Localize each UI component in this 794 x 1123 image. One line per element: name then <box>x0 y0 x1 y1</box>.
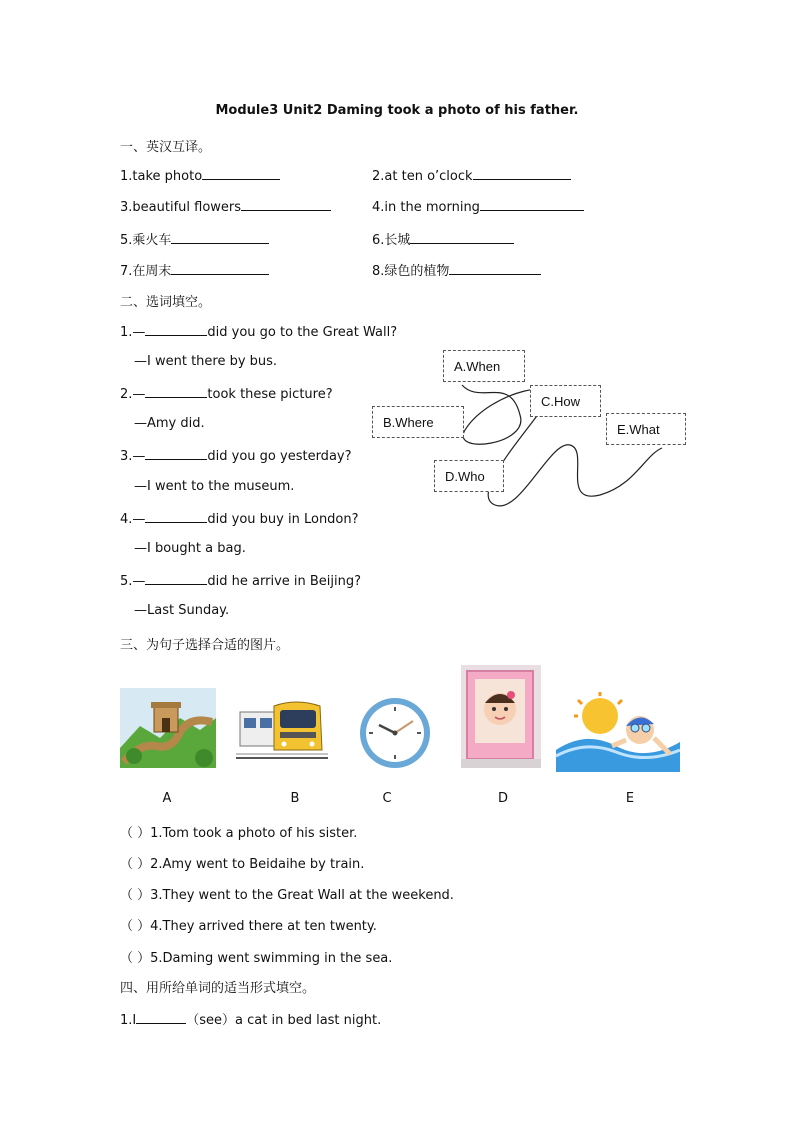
match-sentence-5: （ ）5.Daming went swimming in the sea. <box>120 951 393 966</box>
word-option-where: B.Where <box>372 406 464 438</box>
word-option-how: C.How <box>530 385 601 417</box>
picture-label-c: C <box>382 791 392 806</box>
fill-answer-5: —Last Sunday. <box>134 603 230 618</box>
translate-item-1: 1.take photo <box>120 167 280 184</box>
photo-frame-picture <box>461 665 541 768</box>
match-sentence-4: （ ）4.They arrived there at ten twenty. <box>120 919 377 934</box>
fill-question-4: 4.— did you buy in London? <box>120 512 359 527</box>
page-title: Module3 Unit2 Daming took a photo of his father. <box>215 103 579 118</box>
word-option-what: E.What <box>606 413 686 445</box>
word-option-when: A.When <box>443 350 525 382</box>
translate-item-5: 5.乘火车 <box>120 229 269 248</box>
section1-heading: 一、英汉互译。 <box>120 140 212 155</box>
picture-label-b: B <box>290 791 300 806</box>
fill-answer-1: —I went there by bus. <box>134 354 278 369</box>
translate-item-8: 8.绿色的植物 <box>372 260 541 279</box>
match-sentence-1: （ ）1.Tom took a photo of his sister. <box>120 826 358 841</box>
section3-heading: 三、为句子选择合适的图片。 <box>120 638 290 653</box>
answer-blank[interactable] <box>171 231 269 244</box>
answer-blank[interactable] <box>145 572 207 585</box>
fill-question-5: 5.— did he arrive in Beijing? <box>120 574 362 589</box>
fill-question-2: 2.— took these picture? <box>120 387 333 402</box>
great-wall-picture <box>120 688 216 768</box>
fill-answer-3: —I went to the museum. <box>134 479 295 494</box>
answer-blank[interactable] <box>145 323 207 336</box>
translate-item-7: 7.在周末 <box>120 260 269 279</box>
answer-blank[interactable] <box>480 198 584 211</box>
fill-question-3: 3.— did you go yesterday? <box>120 449 352 464</box>
picture-label-d: D <box>497 791 508 806</box>
match-sentence-3: （ ）3.They went to the Great Wall at the weekend. <box>120 888 454 903</box>
form-question-1: 1.I （see）a cat in bed last night. <box>120 1013 382 1028</box>
answer-blank[interactable] <box>171 262 269 275</box>
answer-blank[interactable] <box>410 231 514 244</box>
translate-item-6: 6.长城 <box>372 229 514 248</box>
picture-label-a: A <box>162 791 172 806</box>
fill-question-1: 1.— did you go to the Great Wall? <box>120 325 398 340</box>
answer-blank[interactable] <box>145 385 207 398</box>
answer-blank[interactable] <box>136 1011 186 1024</box>
fill-answer-2: —Amy did. <box>134 416 205 431</box>
answer-blank[interactable] <box>202 167 280 180</box>
section4-heading: 四、用所给单词的适当形式填空。 <box>120 981 316 996</box>
answer-blank[interactable] <box>145 510 207 523</box>
answer-blank[interactable] <box>449 262 541 275</box>
translate-item-4: 4.in the morning <box>372 198 584 215</box>
swimming-picture <box>556 690 680 772</box>
match-sentence-2: （ ）2.Amy went to Beidaihe by train. <box>120 857 365 872</box>
picture-label-e: E <box>625 791 635 806</box>
answer-blank[interactable] <box>241 198 331 211</box>
section2-heading: 二、选词填空。 <box>120 295 212 310</box>
answer-blank[interactable] <box>145 447 207 460</box>
translate-item-3: 3.beautiful flowers <box>120 198 331 215</box>
translate-item-2: 2.at ten o’clock <box>372 167 571 184</box>
fill-answer-4: —I bought a bag. <box>134 541 246 556</box>
train-picture <box>236 694 328 766</box>
answer-blank[interactable] <box>473 167 571 180</box>
word-option-who: D.Who <box>434 460 504 492</box>
clock-picture <box>355 695 435 771</box>
